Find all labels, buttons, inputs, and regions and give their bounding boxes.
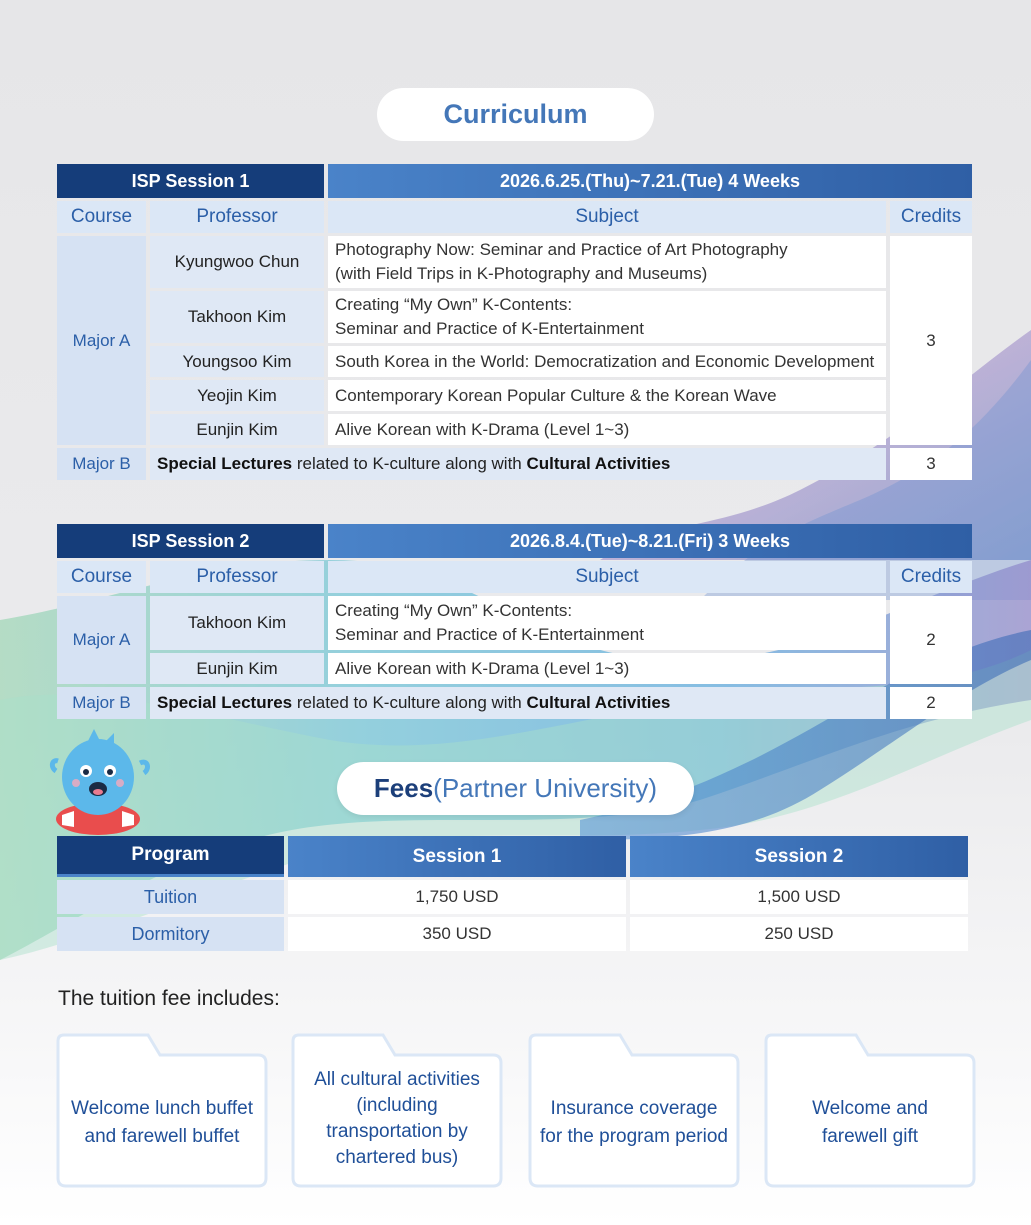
curriculum-title: Curriculum bbox=[377, 88, 654, 141]
major-a-label: Major A bbox=[57, 236, 146, 445]
subject-cell: South Korea in the World: Democratization and Economic Development bbox=[328, 346, 886, 377]
professor-cell: Yeojin Kim bbox=[150, 380, 324, 411]
dormitory-session2: 250 USD bbox=[630, 917, 968, 951]
major-b-label: Major B bbox=[57, 448, 146, 480]
program-header: Program bbox=[57, 836, 284, 877]
major-b-credits: 2 bbox=[890, 687, 972, 719]
subject-cell: Alive Korean with K-Drama (Level 1~3) bbox=[328, 414, 886, 445]
major-b-description: Special Lectures related to K-culture along with Cultural Activities bbox=[150, 448, 886, 480]
major-a-label: Major A bbox=[57, 596, 146, 684]
subject-cell: Creating “My Own” K-Contents: Seminar and Practice of K-Entertainment bbox=[328, 291, 886, 343]
subject-cell: Photography Now: Seminar and Practice of Art Photography (with Field Trips in K-Photography and Museums) bbox=[328, 236, 886, 288]
include-card bbox=[764, 1033, 976, 1188]
subject-cell: Alive Korean with K-Drama (Level 1~3) bbox=[328, 653, 886, 684]
tuition-session1: 1,750 USD bbox=[288, 880, 626, 914]
professor-header: Professor bbox=[150, 561, 324, 593]
professor-cell: Takhoon Kim bbox=[150, 291, 324, 343]
session1-dates: 2026.6.25.(Thu)~7.21.(Tue) 4 Weeks bbox=[328, 164, 972, 198]
session1-table bbox=[53, 161, 976, 483]
mascot-icon bbox=[48, 727, 158, 845]
major-a-credits: 2 bbox=[890, 596, 972, 684]
professor-header: Professor bbox=[150, 201, 324, 233]
session2-header: Session 2 bbox=[630, 836, 968, 877]
include-text: All cultural activities (including transportation by chartered bus) bbox=[314, 1068, 480, 1168]
include-text: Insurance coverage for the program period bbox=[540, 1097, 728, 1147]
include-card bbox=[528, 1033, 740, 1188]
subject-header: Subject bbox=[328, 201, 886, 233]
subject-header: Subject bbox=[328, 561, 886, 593]
session2-table bbox=[53, 521, 976, 722]
course-header: Course bbox=[57, 201, 146, 233]
session2-label: ISP Session 2 bbox=[57, 524, 324, 558]
professor-cell: Eunjin Kim bbox=[150, 414, 324, 445]
fees-table bbox=[53, 833, 972, 954]
professor-cell: Takhoon Kim bbox=[150, 596, 324, 650]
major-b-label: Major B bbox=[57, 687, 146, 719]
subject-cell: Creating “My Own” K-Contents: Seminar and Practice of K-Entertainment bbox=[328, 596, 886, 650]
major-a-credits: 3 bbox=[890, 236, 972, 445]
tuition-session2: 1,500 USD bbox=[630, 880, 968, 914]
credits-header: Credits bbox=[890, 201, 972, 233]
dormitory-label: Dormitory bbox=[57, 917, 284, 951]
session1-header: Session 1 bbox=[288, 836, 626, 877]
session1-label: ISP Session 1 bbox=[57, 164, 324, 198]
subject-cell: Contemporary Korean Popular Culture & the Korean Wave bbox=[328, 380, 886, 411]
professor-cell: Youngsoo Kim bbox=[150, 346, 324, 377]
major-b-description: Special Lectures related to K-culture along with Cultural Activities bbox=[150, 687, 886, 719]
include-text: Welcome lunch buffet and farewell buffet bbox=[70, 1097, 253, 1147]
includes-title: The tuition fee includes: bbox=[58, 987, 280, 1010]
dormitory-session1: 350 USD bbox=[288, 917, 626, 951]
include-card bbox=[56, 1033, 268, 1188]
fees-title: Fees (Partner University) bbox=[337, 762, 694, 815]
major-b-credits: 3 bbox=[890, 448, 972, 480]
professor-cell: Eunjin Kim bbox=[150, 653, 324, 684]
tuition-label: Tuition bbox=[57, 880, 284, 914]
professor-cell: Kyungwoo Chun bbox=[150, 236, 324, 288]
credits-header: Credits bbox=[890, 561, 972, 593]
include-card bbox=[291, 1033, 503, 1188]
session2-dates: 2026.8.4.(Tue)~8.21.(Fri) 3 Weeks bbox=[328, 524, 972, 558]
include-text: Welcome and farewell gift bbox=[812, 1097, 928, 1147]
course-header: Course bbox=[57, 561, 146, 593]
